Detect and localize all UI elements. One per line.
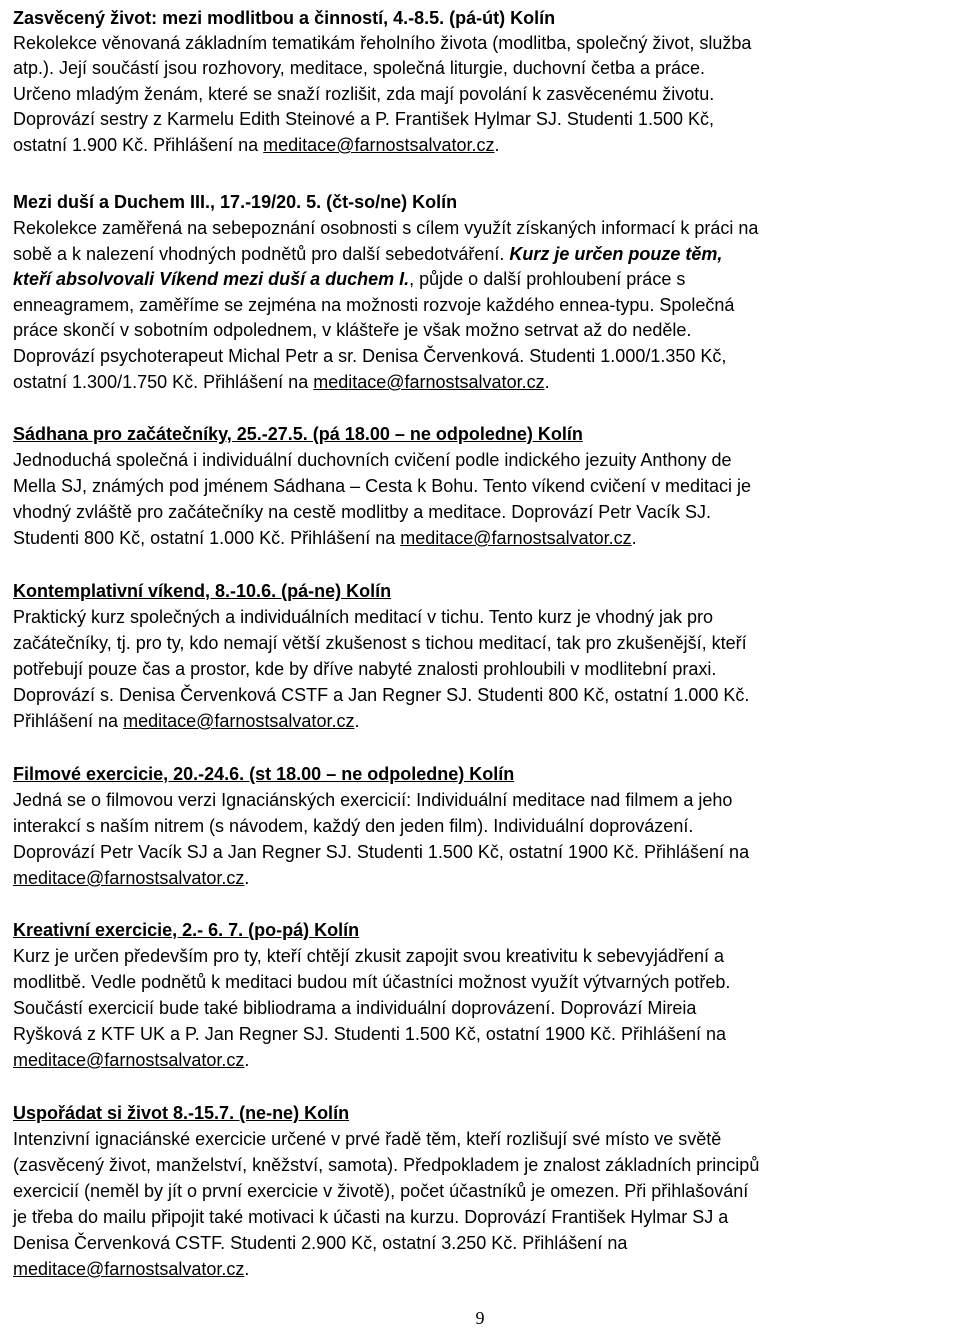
- event-text-line: modlitbě. Vedle podnětů k meditaci budou mít účastníci možnost využít výtvarných potřeb.: [13, 972, 731, 992]
- event-text-line: potřebují pouze čas a prostor, kde by dříve nabyté znalosti prohloubili v modlitební praxi.: [13, 659, 717, 679]
- punctuation: .: [244, 868, 250, 888]
- event-text-line: Doprovází psychoterapeut Michal Petr a sr. Denisa Červenková. Studenti 1.000/1.350 Kč,: [13, 346, 727, 366]
- text-span: , půjde o další prohloubení práce s: [409, 269, 686, 289]
- punctuation: .: [544, 372, 550, 392]
- punctuation: .: [354, 711, 360, 731]
- event-text-line: [13, 135, 500, 155]
- event-text-line: Rekolekce věnovaná základním tematikám řeholního života (modlitba, společný život, služba: [13, 33, 752, 53]
- email-link[interactable]: meditace@farnostsalvator.cz: [13, 1050, 245, 1070]
- event-text-line: Doprovází s. Denisa Červenková CSTF a Jan Regner SJ. Studenti 800 Kč, ostatní 1.000 Kč.: [13, 685, 750, 705]
- event-text-line: enneagramem, zaměříme se zejména na možnosti rozvoje každého ennea-typu. Společná: [13, 295, 735, 315]
- event-text-line: atp.). Její součástí jsou rozhovory, meditace, společná liturgie, duchovní četba a práce.: [13, 58, 706, 78]
- event-text-line: Intenzivní ignaciánské exercicie určené v prvé řadě těm, kteří rozlišují své místo ve světě: [13, 1129, 722, 1149]
- event-text-line: (zasvěcený život, manželství, kněžství, samota). Předpokladem je znalost základních principů: [13, 1155, 760, 1175]
- event-text-line: Kurz je určen především pro ty, kteří chtějí zkusit zapojit svou kreativitu k sebevyjádření a: [13, 946, 724, 966]
- event-text-line: [13, 1259, 249, 1279]
- event-text-line: exercicií (neměl by jít o první exercicie v životě), počet účastníků je omezen. Při přihlašování: [13, 1181, 749, 1201]
- punctuation: .: [631, 528, 637, 548]
- event-text-line: Rekolekce zaměřená na sebepoznání osobnosti s cílem využít získaných informací k práci na: [13, 218, 759, 238]
- email-link[interactable]: meditace@farnostsalvator.cz: [313, 372, 545, 392]
- event-title: Zasvěcený život: mezi modlitbou a činností, 4.-8.5. (pá-út) Kolín: [13, 8, 556, 28]
- event-title: Filmové exercicie, 20.-24.6. (st 18.00 – ne odpoledne) Kolín: [13, 764, 515, 784]
- event-text-line: Jedná se o filmovou verzi Ignaciánských exercicií: Individuální meditace nad filmem a jeho: [13, 790, 733, 810]
- email-link[interactable]: meditace@farnostsalvator.cz: [13, 1259, 245, 1279]
- event-text-line: Praktický kurz společných a individuálních meditací v tichu. Tento kurz je vhodný jak pro: [13, 607, 714, 627]
- event-text-line: je třeba do mailu připojit také motivaci k účasti na kurzu. Doprovází František Hylmar SJ a: [13, 1207, 729, 1227]
- event-text-line: interakcí s naším nitrem (s návodem, každý den jeden film). Individuální doprovázení.: [13, 816, 694, 836]
- page-number: 9: [475, 1308, 485, 1328]
- event-text-line: Doprovází Petr Vacík SJ a Jan Regner SJ. Studenti 1.500 Kč, ostatní 1900 Kč. Přihlášení na: [13, 842, 750, 862]
- punctuation: .: [244, 1259, 250, 1279]
- event-text-line: Jednoduchá společná i individuální duchovních cvičení podle indického jezuity Anthony de: [13, 450, 732, 470]
- event-title: Uspořádat si život 8.-15.7. (ne-ne) Kolín: [13, 1103, 350, 1123]
- event-text-line: Součástí exercicií bude také bibliodrama a individuální doprovázení. Doprovází Mireia: [13, 998, 697, 1018]
- event-title: Kontemplativní víkend, 8.-10.6. (pá-ne) Kolín: [13, 581, 392, 601]
- event-text-line: vhodný zvláště pro začátečníky na cestě modlitby a meditace. Doprovází Petr Vacík SJ.: [13, 502, 711, 522]
- event-text-line: [13, 1050, 249, 1070]
- event-title: Kreativní exercicie, 2.- 6. 7. (po-pá) Kolín: [13, 920, 360, 940]
- signup-text: ostatní 1.300/1.750 Kč. Přihlášení na: [13, 372, 314, 392]
- email-link[interactable]: meditace@farnostsalvator.cz: [400, 528, 632, 548]
- signup-text: Studenti 800 Kč, ostatní 1.000 Kč. Přihlášení na: [13, 528, 401, 548]
- event-text-line: [13, 528, 637, 548]
- signup-text: ostatní 1.900 Kč. Přihlášení na: [13, 135, 264, 155]
- event-text-line: Doprovází sestry z Karmelu Edith Steinové a P. František Hylmar SJ. Studenti 1.500 Kč,: [13, 109, 714, 129]
- event-text-line: práce skončí v sobotním odpolednem, v klášteře je však možno setrvat až do neděle.: [13, 320, 692, 340]
- email-link[interactable]: meditace@farnostsalvator.cz: [123, 711, 355, 731]
- event-text-line: [13, 868, 249, 888]
- punctuation: .: [244, 1050, 250, 1070]
- event-title: Sádhana pro začátečníky, 25.-27.5. (pá 18.00 – ne odpoledne) Kolín: [13, 424, 583, 444]
- event-title: Mezi duší a Duchem III., 17.-19/20. 5. (čt-so/ne) Kolín: [13, 192, 458, 212]
- event-text-line: začátečníky, tj. pro ty, kdo nemají větší zkušenost s tichou meditací, tak pro zkušenější, kteří: [13, 633, 747, 653]
- event-text-line: Určeno mladým ženám, které se snaží rozlišit, zda mají povolání k zasvěcenému životu.: [13, 84, 715, 104]
- event-text-line: [13, 372, 550, 392]
- email-link[interactable]: meditace@farnostsalvator.cz: [13, 868, 245, 888]
- event-text-line: [13, 711, 359, 731]
- event-text-line: Mella SJ, známých pod jménem Sádhana – Cesta k Bohu. Tento víkend cvičení v meditaci je: [13, 476, 752, 496]
- emphasis-text: kteří absolvovali Víkend mezi duší a duchem I.: [13, 269, 410, 289]
- event-text-line: Ryšková z KTF UK a P. Jan Regner SJ. Studenti 1.500 Kč, ostatní 1900 Kč. Přihlášení na: [13, 1024, 727, 1044]
- text-span: sobě a k nalezení vhodných podnětů pro další sebedotváření.: [13, 244, 510, 264]
- punctuation: .: [494, 135, 500, 155]
- event-text-line: [13, 269, 685, 289]
- event-text-line: [13, 244, 722, 264]
- event-text-line: Denisa Červenková CSTF. Studenti 2.900 Kč, ostatní 3.250 Kč. Přihlášení na: [13, 1233, 628, 1253]
- emphasis-text: Kurz je určen pouze těm,: [509, 244, 723, 264]
- email-link[interactable]: meditace@farnostsalvator.cz: [263, 135, 495, 155]
- signup-text: Přihlášení na: [13, 711, 124, 731]
